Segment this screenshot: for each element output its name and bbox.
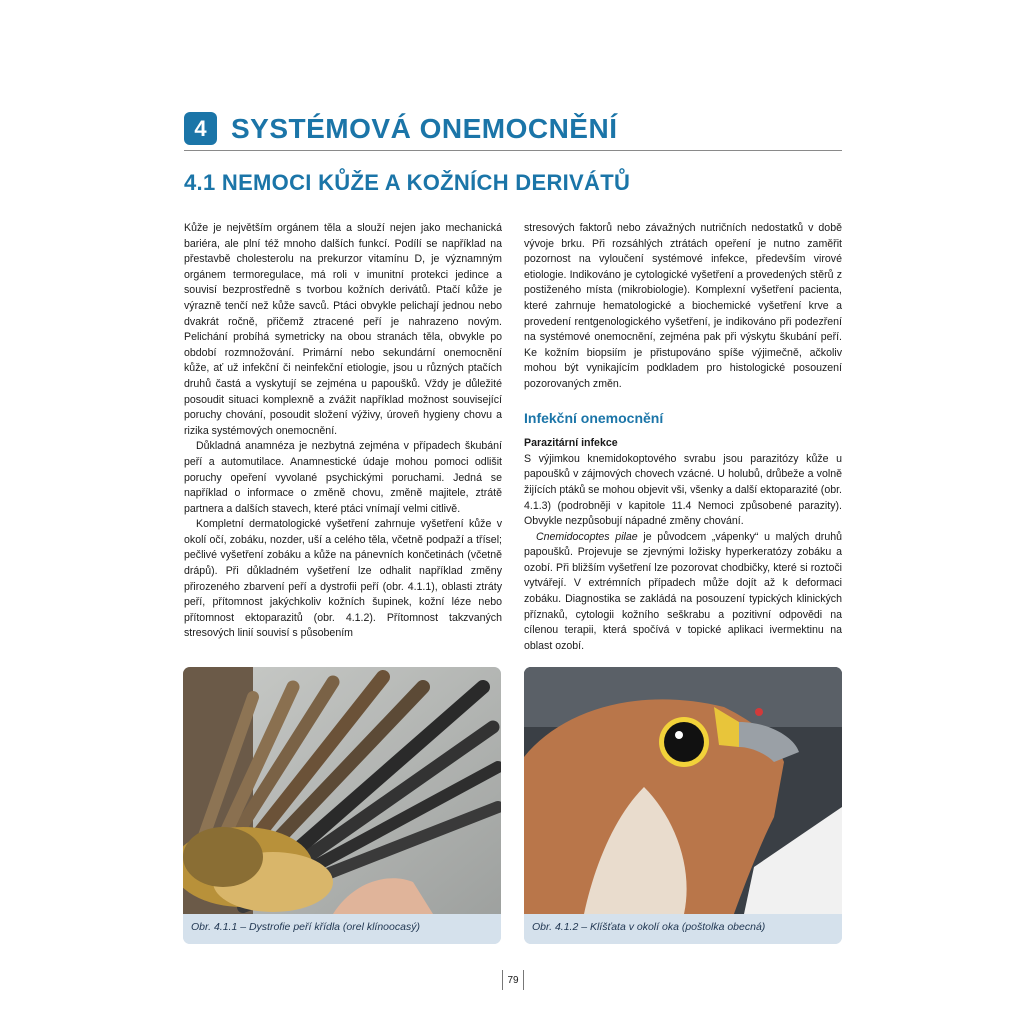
figure-caption: Obr. 4.1.2 – Klíšťata v okolí oka (poštolka obecná) bbox=[524, 914, 842, 944]
paragraph: stresových faktorů nebo závažných nutričních nedostatků v době vývoje brku. Při rozsáhlých ztrátách opeření je nutno zaměřit pozornost na vyloučení systémové infekce, především virové etiologie. Indikováno je cytologické vyšetření a provedených stěrů z postiženého místa (mikrobiologie). Komplexní vyšetření pacienta, které zahrnuje hematologické a biochemické vyšetření krve a provedení rentgenologického vyšetření, je indikováno při podezření na systémové onemocnění, zejména pak při výskytu škubání peří. Ke kožním biopsiím je přistupováno spíše výjimečně, ačkoliv mohou být vynikajícím podkladem pro histologické posouzení pozorovaných změn. bbox=[524, 222, 842, 390]
kestrel-head-photo bbox=[524, 667, 842, 914]
paragraph: Důkladná anamnéza je nezbytná zejména v případech škubání peří a automutilace. Anamnestické údaje mohou pomoci odlišit poruchy opeření vyvolané psychickými poruchami. Jedná se například o informace o změně chovu, změně majitele, ztrátě partnera a dalších stavech, které ptáci vnímají velmi citlivě. bbox=[184, 440, 502, 515]
chapter-divider bbox=[184, 150, 842, 151]
species-name: Cnemidocoptes pilae bbox=[536, 530, 638, 543]
paragraph: Kůže je největším orgánem těla a slouží nejen jako mechanická bariéra, ale plní též mnoho dalších funkcí. Podílí se například na přestavbě cholesterolu na prekurzor vitamínu D, je významným orgánem termoregulace, má roli v imunitní protekci jedince a souvisí bezprostředně s tvorbou kožních derivátů. Ptačí kůže je výrazně tenčí než kůže savců. Ptáci obvykle pelichají jednou nebo dvakrát ročně, přičemž ztracené peří je nahrazeno novým. Pelichání probíhá symetricky na obou stranách těla, obvykle po období rozmnožování. Primární nebo sekundární onemocnění kůže, ať už infekční či neinfekční etiologie, jsou u různých ptačích druhů častá a vyskytují se zejména u papoušků. Vždy je důležité posoudit situaci komplexně a zvážit například možnost související poruchy chování, posoudit složení výživy, úroveň hygieny chovu a rizika systémových onemocnění. bbox=[184, 222, 502, 437]
figure-caption: Obr. 4.1.1 – Dystrofie peří křídla (orel klínoocasý) bbox=[183, 914, 501, 944]
figure-kestrel-ticks bbox=[524, 667, 842, 944]
paragraph-heading: Parazitární infekce bbox=[524, 437, 618, 450]
paragraph bbox=[524, 530, 842, 655]
chapter-title: SYSTÉMOVÁ ONEMOCNĚNÍ bbox=[231, 112, 618, 144]
right-text-column bbox=[524, 221, 842, 654]
chapter-number-badge: 4 bbox=[184, 112, 217, 145]
paragraph-text: je původcem „vápenky“ u malých druhů papoušků. Projevuje se zjevnými ložisky hyperkeratózy zobáku a ozobí. Při bližším vyšetření lze pozorovat chodbičky, které si roztoči vytvářejí. V extrémních případech může dojít až k deformaci zobáku. Diagnostika se zakládá na posouzení typických klinických příznaků, cytologii kožního seškrabu a pozitivní odpovědi na cílenou terapii, která spočívá v topické aplikaci ivermektinu na oblast ozobí. bbox=[524, 530, 842, 652]
page-number: 79 bbox=[502, 970, 524, 990]
wing-feathers-photo bbox=[183, 667, 501, 914]
paragraph: Kompletní dermatologické vyšetření zahrnuje vyšetření kůže v okolí očí, zobáku, nozder, uší a celého těla, včetně podpaží a třísel; pečlivé vyšetření zobáku a kůže na pánevních končetinách (včetně drápů). Při důkladném vyšetření lze odhalit například změny přirozeného zbarvení peří a dystrofii peří (obr. 4.1.1), oblasti ztráty peří, přítomnost jakýchkoliv kožních šupinek, kožní léze nebo přítomnost ektoparazitů (obr. 4.1.2). Přítomnost takzvaných stresových linií souvisí s působením bbox=[184, 518, 502, 640]
left-text-column bbox=[184, 221, 502, 642]
chapter-heading bbox=[184, 112, 617, 145]
subheading-infekcni: Infekční onemocnění bbox=[524, 409, 664, 426]
section-title: 4.1 NEMOCI KŮŽE A KOŽNÍCH DERIVÁTŮ bbox=[184, 170, 631, 195]
paragraph: S výjimkou knemidokoptového svrabu jsou parazitózy kůže u papoušků v zájmových chovech vzácné. U holubů, drůbeže a volně žijících ptáků se mohou objevit vši, všenky a další ektoparazité (obr. 4.1.3) (podrobněji v kapitole 11.4 Nemoci způsobené parazity). Obvykle nezpůsobují nápadné změny chování. bbox=[524, 452, 842, 528]
figure-wing-dystrophy bbox=[183, 667, 501, 944]
